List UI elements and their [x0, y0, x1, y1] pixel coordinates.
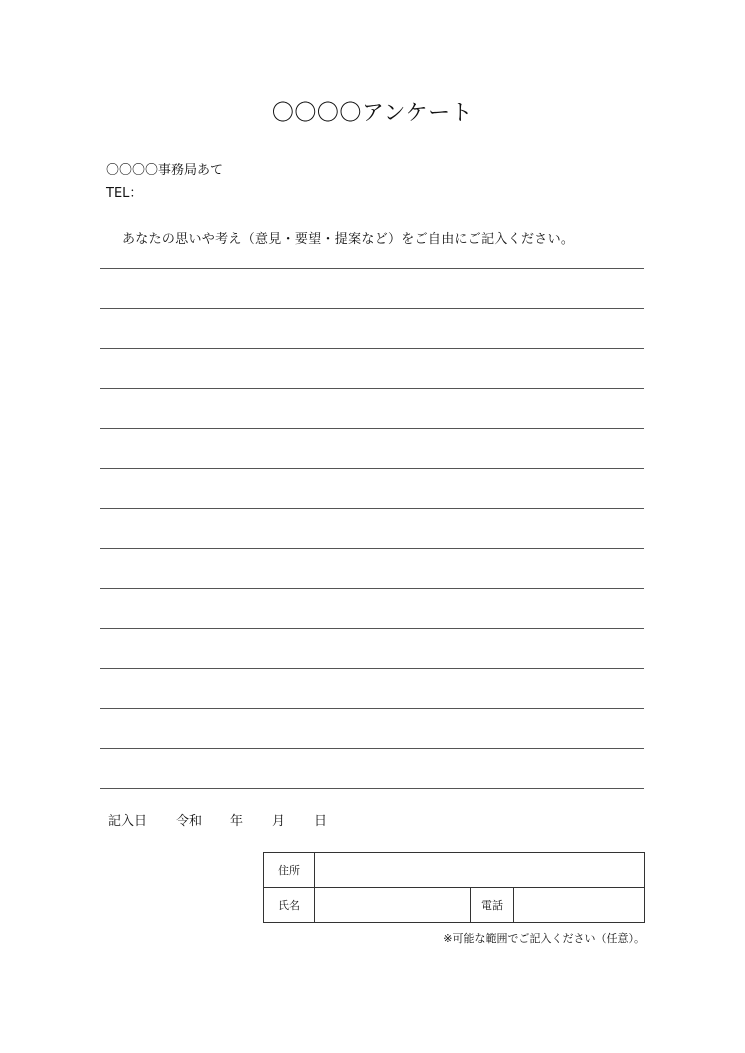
address-row [264, 853, 645, 888]
writing-line[interactable] [100, 309, 644, 349]
writing-line[interactable] [100, 389, 644, 429]
name-field[interactable] [315, 888, 471, 923]
writing-line[interactable] [100, 669, 644, 709]
instruction-text: あなたの思いや考え（意見・要望・提案など）をご自由にご記入ください。 [122, 232, 575, 247]
entry-date-label: 記入日 [108, 814, 148, 829]
recipient-office: 〇〇〇〇事務局あて [106, 163, 224, 178]
name-label: 氏名 [264, 888, 315, 923]
entry-date-row [108, 810, 408, 828]
writing-line[interactable] [100, 629, 644, 669]
writing-line[interactable] [100, 509, 644, 549]
name-phone-row [264, 888, 645, 923]
comment-writing-area[interactable] [100, 268, 644, 789]
writing-line[interactable] [100, 549, 644, 589]
writing-line[interactable] [100, 709, 644, 749]
writing-line[interactable] [100, 429, 644, 469]
writing-line[interactable] [100, 269, 644, 309]
month-label: 月 [272, 814, 286, 829]
writing-line[interactable] [100, 749, 644, 789]
recipient-tel: TEL： [106, 186, 143, 201]
writing-line[interactable] [100, 469, 644, 509]
page-title: 〇〇〇〇アンケート [271, 101, 474, 126]
address-label: 住所 [264, 853, 315, 888]
phone-field[interactable] [514, 888, 645, 923]
writing-line[interactable] [100, 349, 644, 389]
respondent-info-table [263, 852, 645, 923]
day-label: 日 [314, 814, 328, 829]
year-label: 年 [230, 814, 244, 829]
writing-line[interactable] [100, 589, 644, 629]
phone-label: 電話 [471, 888, 514, 923]
optional-note: ※可能な範囲でご記入ください（任意）。 [443, 932, 645, 945]
era-label: 令和 [176, 814, 203, 829]
address-field[interactable] [315, 853, 645, 888]
